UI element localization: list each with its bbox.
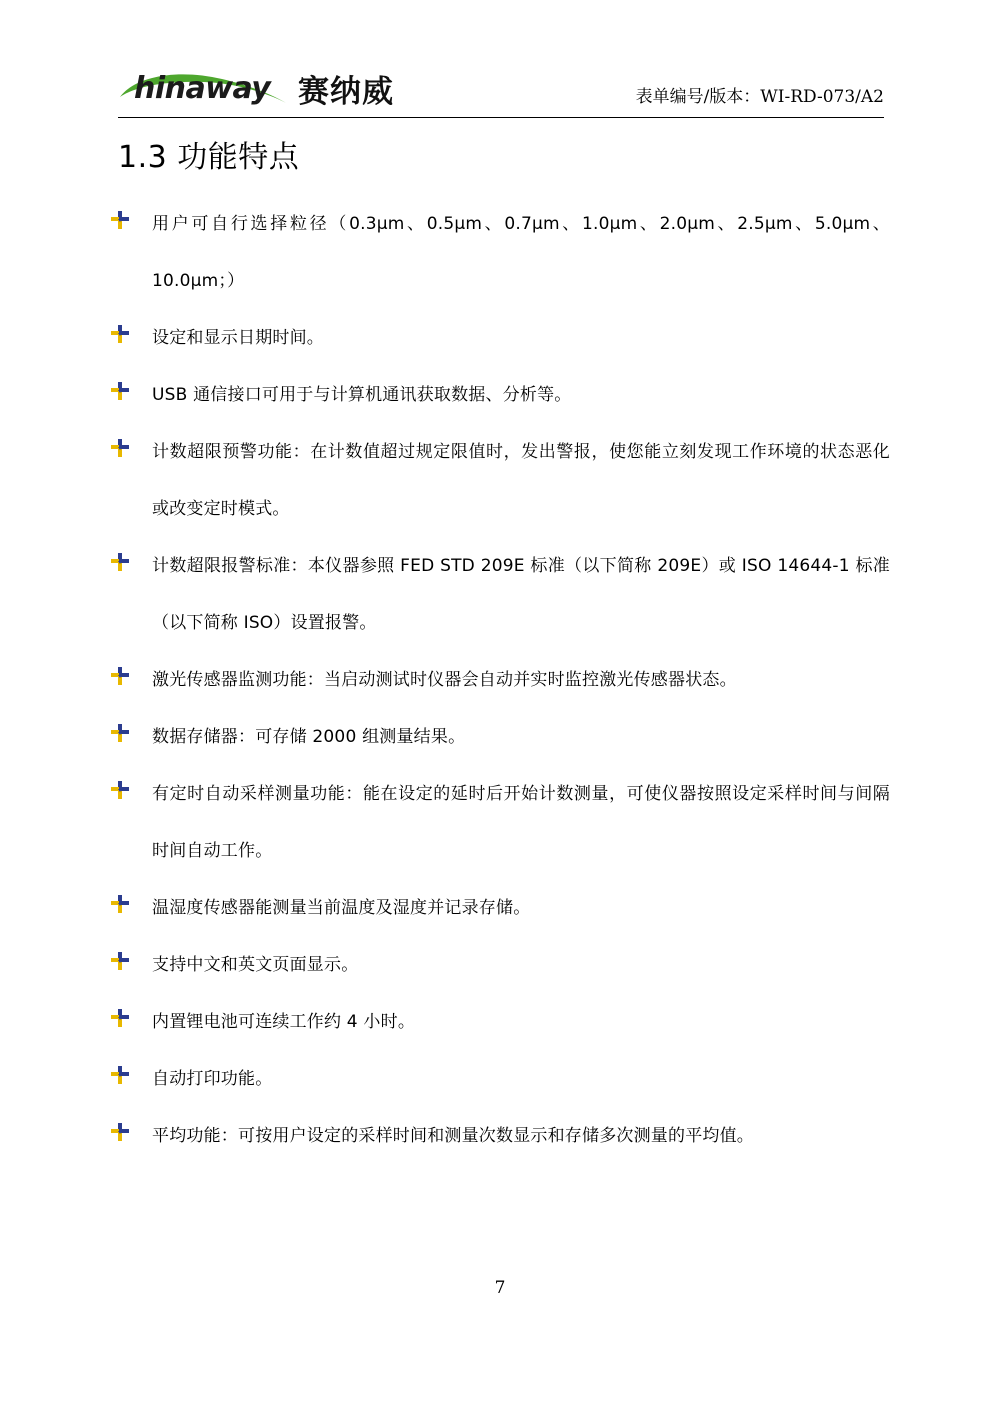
- list-item: [110, 766, 890, 880]
- list-item-text: 自动打印功能。: [152, 1069, 273, 1089]
- feature-list: [110, 196, 890, 1165]
- page-number: 7: [494, 1278, 506, 1298]
- list-item-text: USB 通信接口可用于与计算机通讯获取数据、分析等。: [152, 385, 572, 405]
- list-item-text: 数据存储器：可存储 2000 组测量结果。: [152, 727, 466, 747]
- list-item: [110, 937, 890, 994]
- page-header: [118, 58, 884, 118]
- list-item: [110, 709, 890, 766]
- list-item-text: 内置锂电池可连续工作约 4 小时。: [152, 1012, 416, 1032]
- list-item: [110, 652, 890, 709]
- list-item: [110, 538, 890, 652]
- bullet-marker-icon: [110, 324, 132, 344]
- bullet-marker-icon: [110, 780, 132, 800]
- bullet-marker-icon: [110, 1008, 132, 1028]
- list-item: [110, 424, 890, 538]
- list-item-text: 计数超限预警功能：在计数值超过规定限值时，发出警报，使您能立刻发现工作环境的状态恶化或改变定时模式。: [152, 442, 890, 519]
- list-item-text: 支持中文和英文页面显示。: [152, 955, 359, 975]
- list-item-text: 用户可自行选择粒径（0.3μm、0.5μm、0.7μm、1.0μm、2.0μm、2.5μm、5.0μm、10.0μm；）: [152, 214, 890, 291]
- bullet-marker-icon: [110, 894, 132, 914]
- list-item-text: 激光传感器监测功能：当启动测试时仪器会自动并实时监控激光传感器状态。: [152, 670, 737, 690]
- page-title: 1.3 功能特点: [118, 140, 300, 175]
- list-item-text: 有定时自动采样测量功能：能在设定的延时后开始计数测量，可使仪器按照设定采样时间与间隔时间自动工作。: [152, 784, 890, 861]
- bullet-marker-icon: [110, 210, 132, 230]
- bullet-marker-icon: [110, 1122, 132, 1142]
- bullet-marker-icon: [110, 951, 132, 971]
- bullet-marker-icon: [110, 552, 132, 572]
- list-item: [110, 310, 890, 367]
- logo-text-cn: 赛纳威: [298, 74, 394, 110]
- list-item: [110, 1051, 890, 1108]
- logo-text-en: hinaway: [134, 70, 271, 106]
- document-code: 表单编号/版本：WI-RD-073/A2: [635, 87, 884, 107]
- list-item-text: 平均功能：可按用户设定的采样时间和测量次数显示和存储多次测量的平均值。: [152, 1126, 754, 1146]
- list-item-text: 温湿度传感器能测量当前温度及湿度并记录存储。: [152, 898, 531, 918]
- bullet-marker-icon: [110, 1065, 132, 1085]
- bullet-marker-icon: [110, 666, 132, 686]
- list-item: [110, 880, 890, 937]
- list-item-text: 设定和显示日期时间。: [152, 328, 324, 348]
- logo-mark: [118, 67, 294, 111]
- bullet-marker-icon: [110, 723, 132, 743]
- list-item: [110, 994, 890, 1051]
- list-item-text: 计数超限报警标准：本仪器参照 FED STD 209E 标准（以下简称 209E）或 ISO 14644-1 标准（以下简称 ISO）设置报警。: [152, 556, 890, 633]
- bullet-marker-icon: [110, 438, 132, 458]
- company-logo: [118, 66, 400, 111]
- list-item: [110, 1108, 890, 1165]
- list-item: [110, 196, 890, 310]
- list-item: [110, 367, 890, 424]
- bullet-marker-icon: [110, 381, 132, 401]
